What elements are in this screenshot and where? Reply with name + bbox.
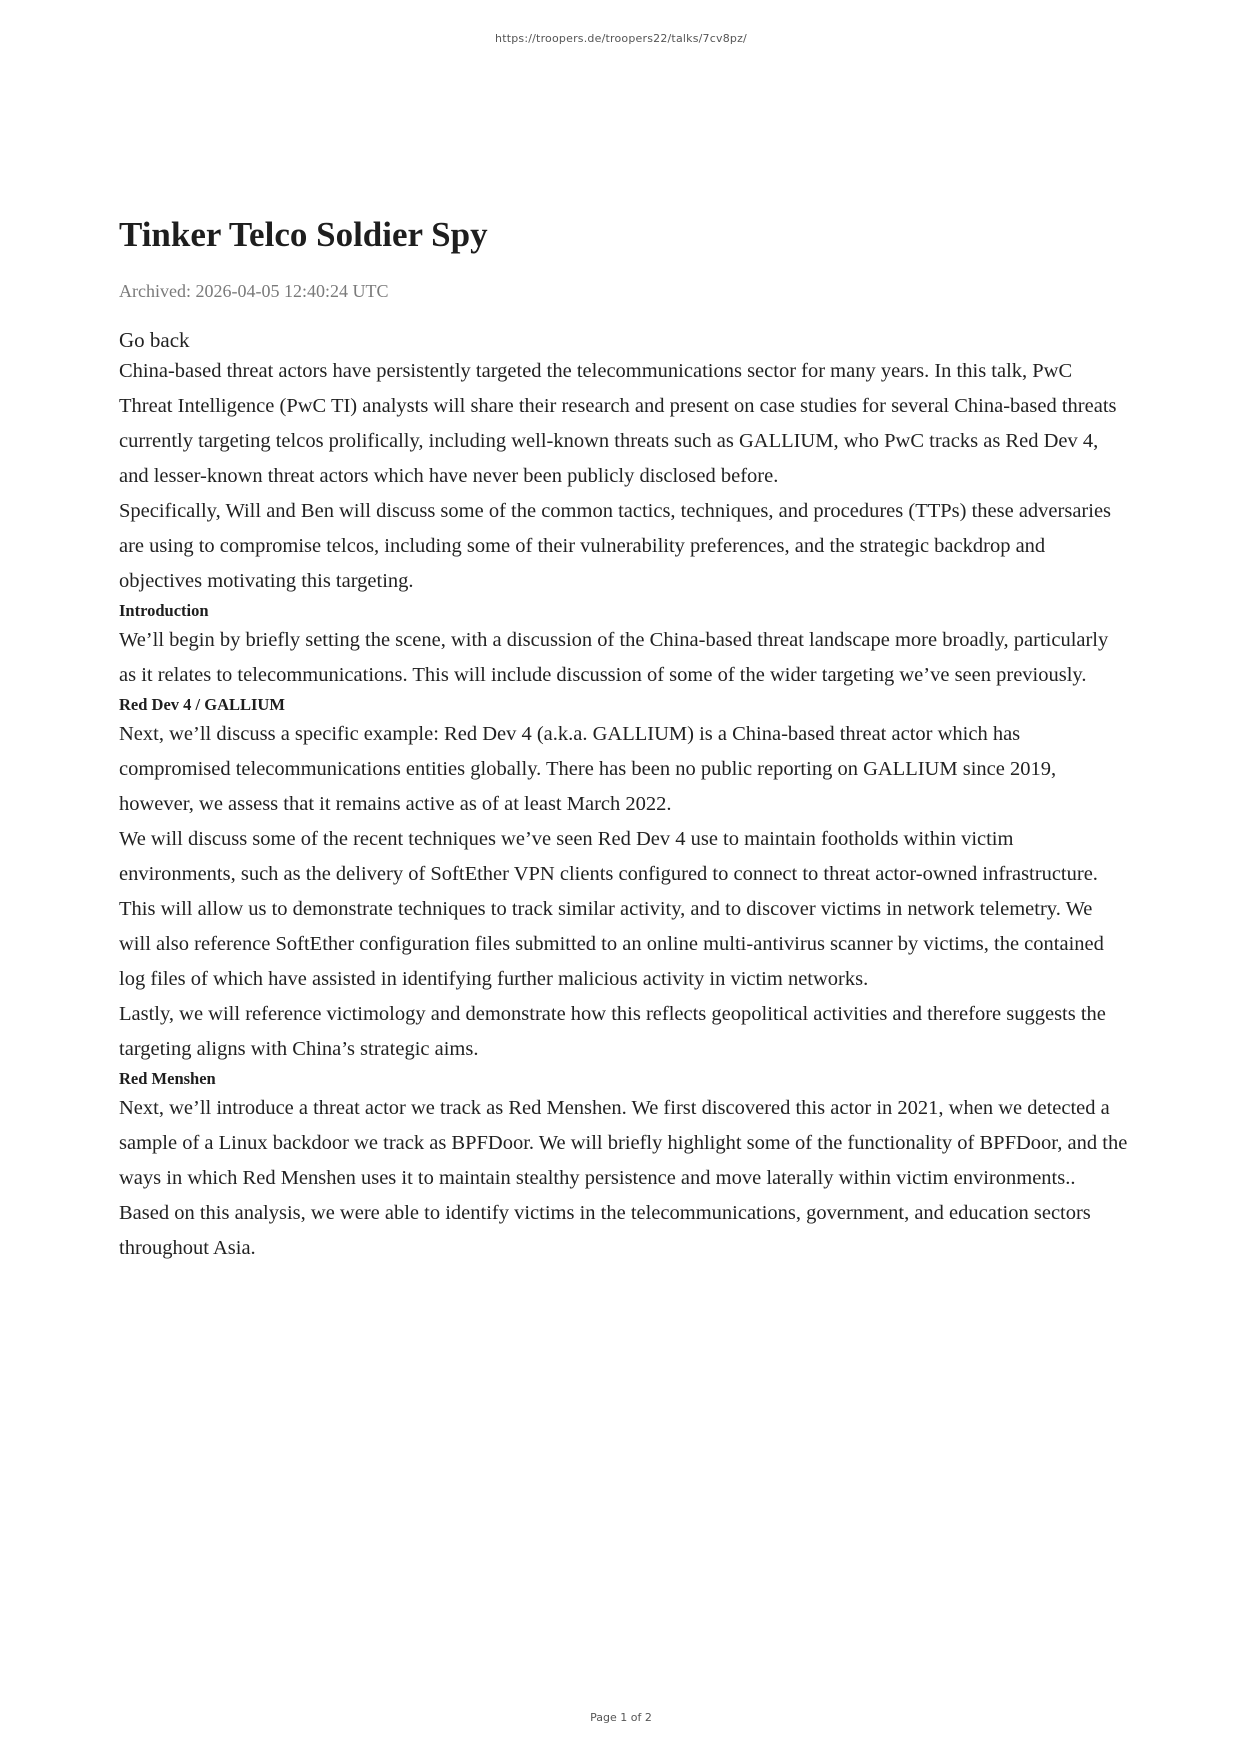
introduction-paragraph-1: We’ll begin by briefly setting the scene, with a discussion of the China-based threat landscape more broadly, particularly as it relates to telecommunications. This will include discussion of some of the wider targeting we’ve seen previously.: [119, 629, 1109, 686]
page-url: https://troopers.de/troopers22/talks/7cv8pz/: [495, 32, 747, 45]
page-number: Page 1 of 2: [590, 1711, 652, 1724]
page-title: Tinker Telco Soldier Spy: [119, 215, 488, 254]
red-dev-4-paragraph-3: Lastly, we will reference victimology and demonstrate how this reflects geopolitical activities and therefore suggests the targeting aligns with China’s strategic aims.: [119, 1003, 1106, 1060]
section-heading-red-menshen: Red Menshen: [119, 1069, 216, 1088]
archived-timestamp: Archived: 2026-04-05 12:40:24 UTC: [119, 281, 389, 301]
red-dev-4-paragraph-1: Next, we’ll discuss a specific example: Red Dev 4 (a.k.a. GALLIUM) is a China-based threat actor which has compromised telecommunications entities globally. There has been no public reporting on GALLIUM since 2019, however, we assess that it remains active as of at least March 2022.: [119, 723, 1057, 815]
intro-paragraph-2: Specifically, Will and Ben will discuss some of the common tactics, techniques, and procedures (TTPs) these adversaries are using to compromise telcos, including some of their vulnerability preferences, and the strategic backdrop and objectives motivating this targeting.: [119, 500, 1112, 592]
section-heading-red-dev-4: Red Dev 4 / GALLIUM: [119, 695, 285, 714]
go-back-link[interactable]: Go back: [119, 328, 190, 352]
section-heading-introduction: Introduction: [119, 601, 209, 620]
article: [119, 212, 1129, 1266]
red-menshen-paragraph-1: Next, we’ll introduce a threat actor we track as Red Menshen. We first discovered this actor in 2021, when we detected a sample of a Linux backdoor we track as BPFDoor. We will briefly highlight some of the functionality of BPFDoor, and the ways in which Red Menshen uses it to maintain stealthy persistence and move laterally within victim environments.. Based on this analysis, we were able to identify victims in the telecommunications, government, and education sectors throughout Asia.: [119, 1097, 1128, 1259]
red-dev-4-paragraph-2: We will discuss some of the recent techniques we’ve seen Red Dev 4 use to maintain footholds within victim environments, such as the delivery of SoftEther VPN clients configured to connect to threat actor-owned infrastructure. This will allow us to demonstrate techniques to track similar activity, and to discover victims in network telemetry. We will also reference SoftEther configuration files submitted to an online multi-antivirus scanner by victims, the contained log files of which have assisted in identifying further malicious activity in victim networks.: [119, 828, 1104, 990]
intro-paragraph-1: China-based threat actors have persistently targeted the telecommunications sector for many years. In this talk, PwC Threat Intelligence (PwC TI) analysts will share their research and present on case studies for several China-based threats currently targeting telcos prolifically, including well-known threats such as GALLIUM, who PwC tracks as Red Dev 4, and lesser-known threat actors which have never been publicly disclosed before.: [119, 360, 1117, 487]
